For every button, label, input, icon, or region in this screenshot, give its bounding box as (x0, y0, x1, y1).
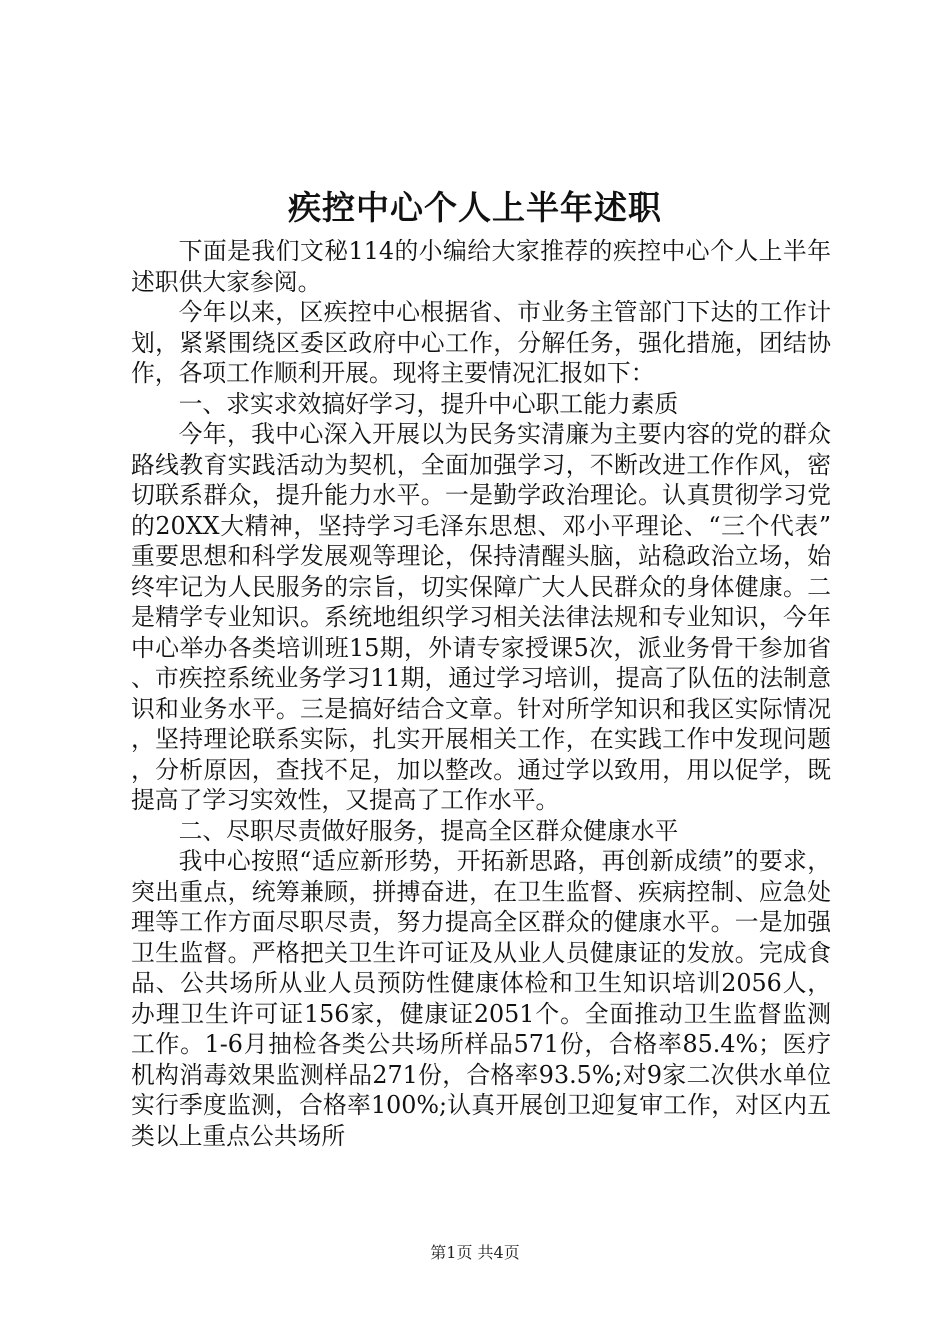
section-2-paragraph: 我中心按照“适应新形势，开拓新思路，再创新成绩”的要求，突出重点，统筹兼顾，拼搏奋进，在卫生监督、疾病控制、应急处理等工作方面尽职尽责，努力提高全区群众的健康水平。一是加强卫生监督。严格把关卫生许可证及从业人员健康证的发放。完成食品、公共场所从业人员预防性健康体检和卫生知识培训2056人，办理卫生许可证156家，健康证2051个。全面推动卫生监督监测工作。1-6月抽检各类公共场所样品571份，合格率85.4%；医疗机构消毒效果监测样品271份，合格率93.5%;对9家二次供水单位实行季度监测，合格率100%;认真开展创卫迎复审工作，对区内五类以上重点公共场所 (131, 847, 831, 1150)
section-heading-1: 一、求实求效搞好学习，提升中心职工能力素质 (178, 389, 679, 418)
intro-paragraph: 下面是我们文秘114的小编给大家推荐的疾控中心个人上半年述职供大家参阅。 (131, 237, 831, 296)
page-number-footer: 第1页 共4页 (430, 1243, 520, 1262)
section-heading-2: 二、尽职尽责做好服务，提高全区群众健康水平 (178, 816, 679, 845)
section-1-paragraph: 今年，我中心深入开展以为民务实清廉为主要内容的党的群众路线教育实践活动为契机，全面加强学习，不断改进工作作风，密切联系群众，提升能力水平。一是勤学政治理论。认真贯彻学习党的20XX大精神，坚持学习毛泽东思想、邓小平理论、“三个代表”重要思想和科学发展观等理论，保持清醒头脑，站稳政治立场，始终牢记为人民服务的宗旨，切实保障广大人民群众的身体健康。二是精学专业知识。系统地组织学习相关法律法规和专业知识，今年中心举办各类培训班15期，外请专家授课5次，派业务骨干参加省、市疾控系统业务学习11期，通过学习培训，提高了队伍的法制意识和业务水平。三是搞好结合文章。针对所学知识和我区实际情况，坚持理论联系实际，扎实开展相关工作，在实践工作中发现问题，分析原因，查找不足，加以整改。通过学以致用，用以促学，既提高了学习实效性，又提高了工作水平。 (131, 420, 831, 814)
document-body (131, 236, 831, 1151)
document-title: 疾控中心个人上半年述职 (288, 188, 662, 227)
overview-paragraph: 今年以来，区疾控中心根据省、市业务主管部门下达的工作计划，紧紧围绕区委区政府中心工作，分解任务，强化措施，团结协作，各项工作顺利开展。现将主要情况汇报如下： (131, 298, 831, 387)
